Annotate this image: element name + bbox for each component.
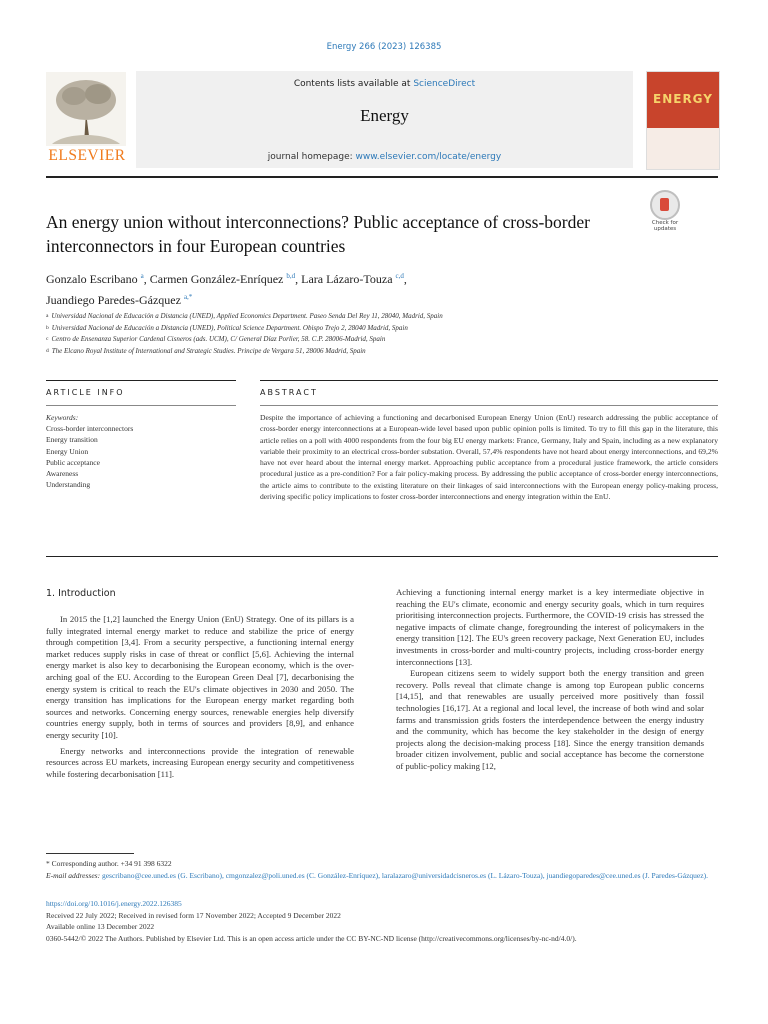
abstract-bottom-rule [46,556,718,557]
corresponding-author-note: * Corresponding author. +34 91 398 6322 [46,859,172,868]
abstract-heading: ABSTRACT [260,388,318,397]
footnote-rule [46,853,134,854]
body-paragraph: European citizens seem to widely support both the energy transition and green recovery. Polls reveal that climate change is among top European public concerns [14,15], and that renewables are usually perceived more positively than fossil technologies [16,17]. At a regional and local level, the increase of both wind and solar farms and transmission grids fosters the interdependence between the energy industry and the community, which has become the key stakeholder in the design of energy projects along the decision-making process [18]. Since the energy transition demands broader citizen involvement, public and social acceptance has become the cornerstone of public-policy making [12, [396,668,704,771]
author-name[interactable]: Gonzalo Escribano [46,272,138,286]
affiliation-text: Centro de Ensenanza Superior Cardenal Cisneros (ads. UCM), C/ General Díaz Porlier, 58. C.P. 28006-Madrid, Spain [51,335,386,343]
homepage-link[interactable]: www.elsevier.com/locate/energy [355,152,502,162]
elsevier-wordmark: ELSEVIER [48,147,126,164]
publication-info [46,898,718,944]
contents-prefix: Contents lists available at [293,79,414,89]
cover-title: ENERGY [653,92,713,106]
affiliation-item [46,346,718,358]
body-left-column [46,614,354,780]
available-online: Available online 13 December 2022 [46,922,155,932]
affiliation-text: Universidad Nacional de Educación a Distancia (UNED), Political Science Department. Obispo Trejo 2, 28040 Madrid, Spain [51,323,408,332]
keyword: Cross-border interconnectors [46,424,134,434]
author-affiliation-marker[interactable]: a [140,272,144,280]
abstract-text: Despite the importance of achieving a functioning and decarbonised European Energy Union (EnU) research addressing the public acceptance of cross-border energy interconnections at a European-wide level based upon public opinion polls is limited. To try to fill this gap in the literature, this article relies on a poll with 4000 respondents from the four big EU energy markets: France, Germany, Italy and Spain, including as a new explanatory variable their proximity to an electrical cross-border substation. Overall, 57,4% respondents have not heard about energy interconnections, and 69,2% have not ever heard about the internal energy market. Approaching public acceptance from a procedural justice framework, the article considers procedural justice as a pre-condition? For a fair policy-making process. By addressing the public acceptance of cross-border energy interconnections, the article aims to contribute to the existing literature on their linkages of said interconnections with the European energy policy-making process, deriving specific policy implications to foster cross-border interconnections and energy integration within the EnU. [260,413,718,502]
tree-icon [46,72,126,146]
abstract-thin-rule [260,405,718,406]
author-affiliation-marker[interactable]: a,* [183,293,193,301]
check-for-updates-button[interactable] [648,190,682,232]
body-paragraph: Energy networks and interconnections provide the integration of renewable resources across EU markets, increasing European energy security and competitiveness while fostering decarbonisation [11]. [46,745,354,779]
affiliation-item [46,323,718,335]
journal-cover[interactable] [646,71,720,170]
keyword: Understanding [46,480,91,490]
journal-citation-link[interactable]: Energy 266 (2023) 126385 [326,42,442,52]
article-title: An energy union without interconnections? Public acceptance of cross-border interconnectors in four European countries [46,212,590,256]
sciencedirect-link[interactable]: ScienceDirect [413,79,476,89]
received-dates: Received 22 July 2022; Received in revised form 17 November 2022; Accepted 9 December 2022 [46,910,341,920]
keyword: Public acceptance [46,457,100,467]
affiliation-item [46,311,718,323]
section-heading-introduction: 1. Introduction [46,588,116,599]
contents-line [136,79,633,89]
author-affiliation-marker[interactable]: c,d [395,272,404,280]
doi-link[interactable]: https://doi.org/10.1016/j.energy.2022.126385 [46,899,182,908]
keyword: Energy Union [46,446,89,456]
author-list: Gonzalo Escribano $^a$, Carmen González-Enríquez $^{b,d}$, Lara Lázaro-Touza $^{c,d}$, Juandiego Paredes-Gázquez $^{a,*}$ [46,272,407,307]
author-name[interactable]: Lara Lázaro-Touza [301,272,393,286]
keywords-block [46,412,236,490]
body-right-column [396,587,704,773]
footnotes [46,853,718,882]
abstract-rule [260,380,718,381]
cover-lower [647,128,719,169]
affiliation-text: Universidad Nacional de Educación a Distancia (UNED), Applied Economics Department. Paseo Senda Del Rey 11, 28040, Madrid, Spain [51,312,443,320]
article-info-thin-rule [46,405,236,406]
email-label: E-mail addresses: [46,870,101,880]
body-paragraph: Achieving a functioning internal energy market is a key intermediate objective in reaching the EU's climate, economic and energy security goals, which in turn requires prioritising interconnection projects. Furthermore, the COVID-19 crisis has stressed the negative impacts of climate change, foregrounding the interest of policymakers in the energy transition [12]. The EU's green recovery package, Next Generation EU, includes investments in cross-border and multi-country projects, including cross-border energy interconnections [13]. [396,587,704,667]
affiliation-marker: d [46,347,49,354]
affiliation-marker: b [46,324,49,331]
affiliation-marker: a [46,313,49,319]
journal-title: Energy [360,106,409,125]
license-text: 0360-5442/© 2022 The Authors. Published by Elsevier Ltd. This is an open access article under the CC BY-NC-ND license (http://creativecommons.org/licenses/by-nc-nd/4.0/). [46,933,577,943]
author-name[interactable]: Juandiego Paredes-Gázquez [46,293,181,307]
author-name[interactable]: Carmen González-Enríquez [149,272,284,286]
header-rule [46,176,718,178]
article-info-rule [46,380,236,381]
check-updates-icon [650,190,680,220]
affiliation-item [46,334,718,346]
homepage-prefix: journal homepage: [267,152,356,162]
keywords-label: Keywords: [46,413,79,422]
article-info-heading: ARTICLE INFO [46,388,125,397]
journal-homepage [136,152,633,162]
author-affiliation-marker[interactable]: b,d [286,272,296,280]
affiliation-text: The Elcano Royal Institute of International and Strategic Studies. Principe de Vergara 51, 28006 Madrid, Spain [51,346,366,355]
affiliations [46,311,718,357]
email-addresses [46,870,718,882]
affiliation-marker: c [46,336,49,342]
keyword: Energy transition [46,435,98,445]
body-paragraph: In 2015 the [1,2] launched the Energy Union (EnU) Strategy. One of its pillars is a fully integrated internal energy market to reduce and stabilize the price of energy through competition [3,4]. From a security perspective, a functioning internal energy market reduces supply risks in case of threat or conflict [5,6]. Achieving the internal energy market is also key to decarbonising the European economy, which is the over-arching goal of the EU. According to the European Green Deal [7], decarbonising the energy system is critical to reach the EU's climate objectives in 2030 and 2050. The energy transition has implications for the European energy market regarding both sources and networks. Concerning energy sources, renewable energies help diversify countries energy supply, both in terms of sources and providers [8,9], and enhance energy security [10]. [46,614,354,740]
check-updates-label: Check for updates [651,220,679,232]
keyword: Awareness [46,469,79,479]
email-links[interactable]: gescribano@cee.uned.es (G. Escribano), cmgonzalez@poli.uned.es (C. González-Enríquez), laralazaro@universidadcisneros.es (L. Lázaro-Touza), juandiegoparedes@cee.uned.es (J. Paredes-Gázquez). [101,870,708,880]
